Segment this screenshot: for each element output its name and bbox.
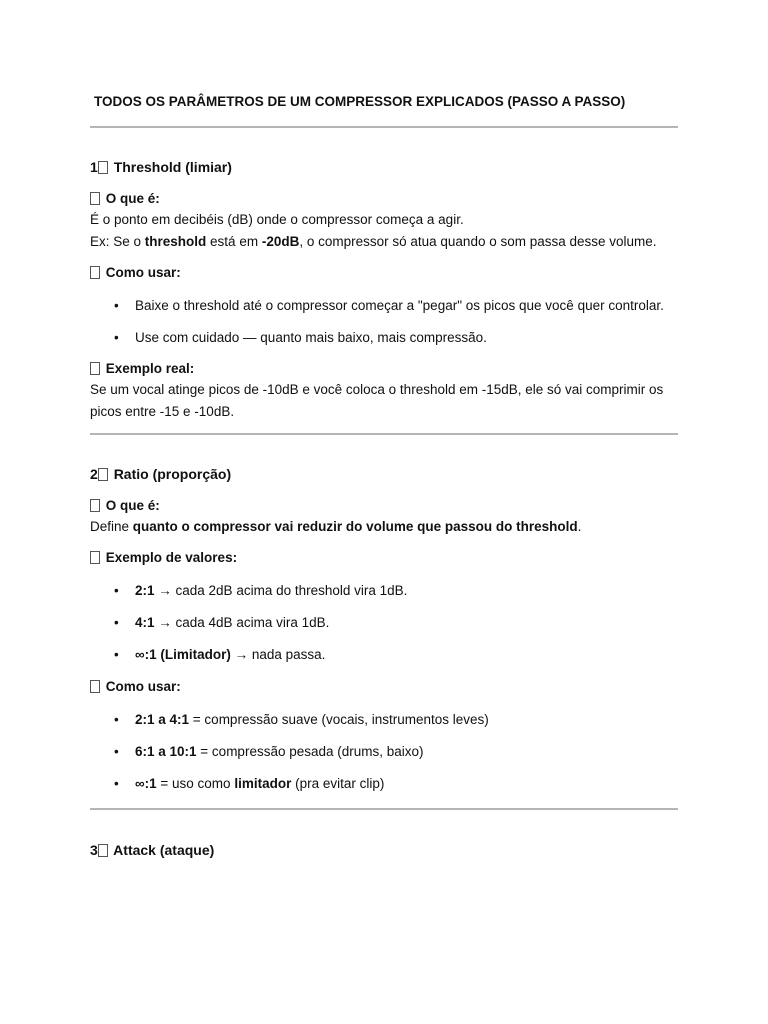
section-ratio: [90, 464, 678, 794]
section-heading: [90, 157, 678, 177]
section-number: 1: [90, 159, 98, 175]
page-title: TODOS OS PARÂMETROS DE UM COMPRESSOR EXPLICADOS (PASSO A PASSO): [94, 94, 626, 109]
section-title: Ratio (proporção): [113, 466, 232, 482]
section-heading: [90, 840, 678, 860]
list-item: • Baixe o threshold até o compressor começar a "pegar" os picos que você quer controlar.: [114, 298, 664, 313]
subheading-real: Exemplo real:: [90, 359, 678, 379]
list-item: • 4:1 → cada 4dB acima vira 1dB.: [114, 615, 330, 630]
section-title: Attack (ataque): [113, 842, 215, 858]
divider: [90, 126, 678, 128]
missing-glyph-icon: [98, 844, 108, 857]
missing-glyph-icon: [90, 680, 100, 693]
paragraph: É o ponto em decibéis (dB) onde o compressor começa a agir.: [90, 212, 464, 227]
list-item: • ∞:1 = uso como limitador (pra evitar clip): [114, 776, 385, 791]
missing-glyph-icon: [90, 362, 100, 375]
section-attack: [90, 840, 678, 860]
subheading-what: O que é:: [90, 496, 678, 516]
missing-glyph-icon: [90, 266, 100, 279]
list-item: • 6:1 a 10:1 = compressão pesada (drums, baixo): [114, 744, 424, 759]
section-number: 2: [90, 466, 98, 482]
subheading-how: Como usar:: [90, 263, 678, 283]
section-title: Threshold (limiar): [113, 159, 232, 175]
missing-glyph-icon: [98, 468, 108, 481]
missing-glyph-icon: [90, 499, 100, 512]
paragraph: picos entre -15 e -10dB.: [90, 404, 235, 419]
subheading-examples: Exemplo de valores:: [90, 548, 678, 568]
divider: [90, 433, 678, 435]
paragraph: Ex: Se o threshold está em -20dB, o compressor só atua quando o som passa desse volume.: [90, 234, 657, 249]
document-body: [90, 92, 678, 860]
subheading-what: O que é:: [90, 189, 678, 209]
missing-glyph-icon: [90, 192, 100, 205]
bullet-list: [90, 581, 678, 665]
bullet-list: [90, 296, 678, 348]
divider: [90, 808, 678, 810]
list-item: • 2:1 → cada 2dB acima do threshold vira 1dB.: [114, 583, 408, 598]
section-heading: [90, 464, 678, 484]
list-item: • 2:1 a 4:1 = compressão suave (vocais, instrumentos leves): [114, 712, 489, 727]
subheading-how: Como usar:: [90, 677, 678, 697]
missing-glyph-icon: [90, 551, 100, 564]
list-item: • ∞:1 (Limitador) → nada passa.: [114, 647, 326, 662]
section-number: 3: [90, 842, 98, 858]
section-threshold: [90, 157, 678, 423]
missing-glyph-icon: [98, 161, 108, 174]
paragraph: Se um vocal atinge picos de -10dB e você coloca o threshold em -15dB, ele só vai comprimir os: [90, 382, 664, 397]
bullet-list: [90, 710, 678, 794]
list-item: • Use com cuidado — quanto mais baixo, mais compressão.: [114, 330, 487, 345]
paragraph: Define quanto o compressor vai reduzir do volume que passou do threshold.: [90, 519, 582, 534]
